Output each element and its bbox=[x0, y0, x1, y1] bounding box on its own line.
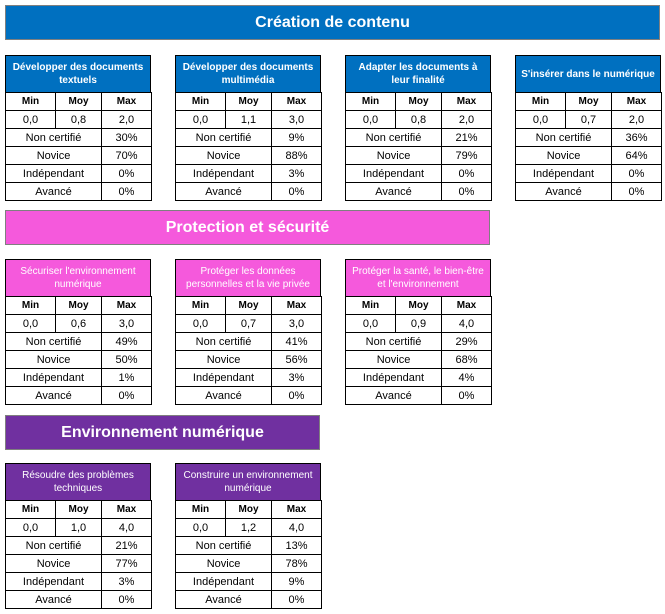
table-row bbox=[6, 333, 152, 351]
min-header: Min bbox=[6, 93, 56, 111]
table-row bbox=[176, 591, 322, 609]
row-label: Novice bbox=[176, 555, 272, 573]
percent-value: 0% bbox=[442, 183, 492, 201]
table-row bbox=[346, 369, 492, 387]
row-label: Non certifié bbox=[176, 537, 272, 555]
row-label: Non certifié bbox=[346, 333, 442, 351]
row-label: Non certifié bbox=[176, 333, 272, 351]
competence-card bbox=[515, 55, 661, 201]
stats-table bbox=[5, 92, 152, 201]
competence-card bbox=[345, 55, 491, 201]
table-row bbox=[6, 165, 152, 183]
row-label: Non certifié bbox=[6, 333, 102, 351]
values-row bbox=[176, 315, 322, 333]
competence-card bbox=[345, 259, 491, 405]
moy-header: Moy bbox=[56, 93, 102, 111]
row-label: Avancé bbox=[176, 183, 272, 201]
percent-value: 0% bbox=[102, 165, 152, 183]
max-header: Max bbox=[272, 297, 322, 315]
table-row bbox=[176, 183, 322, 201]
percent-value: 0% bbox=[442, 165, 492, 183]
row-label: Indépendant bbox=[346, 165, 442, 183]
table-row bbox=[176, 555, 322, 573]
min-value: 0,0 bbox=[176, 315, 226, 333]
percent-value: 0% bbox=[272, 183, 322, 201]
row-label: Non certifié bbox=[516, 129, 612, 147]
percent-value: 1% bbox=[102, 369, 152, 387]
table-row bbox=[6, 555, 152, 573]
section-title: Environnement numérique bbox=[61, 423, 264, 441]
max-header: Max bbox=[272, 93, 322, 111]
table-row bbox=[516, 165, 662, 183]
row-label: Novice bbox=[6, 351, 102, 369]
percent-value: 77% bbox=[102, 555, 152, 573]
card-title: Protéger les données personnelles et la vie privée bbox=[175, 259, 321, 296]
table-row bbox=[6, 147, 152, 165]
stats-table bbox=[5, 296, 152, 405]
percent-value: 4% bbox=[442, 369, 492, 387]
percent-value: 3% bbox=[102, 573, 152, 591]
row-label: Non certifié bbox=[176, 129, 272, 147]
min-value: 0,0 bbox=[6, 519, 56, 537]
table-row bbox=[516, 129, 662, 147]
moy-header: Moy bbox=[226, 93, 272, 111]
row-label: Indépendant bbox=[176, 573, 272, 591]
row-label: Indépendant bbox=[516, 165, 612, 183]
max-header: Max bbox=[102, 297, 152, 315]
min-value: 0,0 bbox=[346, 111, 396, 129]
percent-value: 78% bbox=[272, 555, 322, 573]
row-label: Novice bbox=[176, 147, 272, 165]
row-label: Indépendant bbox=[6, 573, 102, 591]
table-row bbox=[176, 537, 322, 555]
stats-table bbox=[175, 296, 322, 405]
row-label: Novice bbox=[6, 147, 102, 165]
competence-card bbox=[175, 55, 321, 201]
stats-table bbox=[175, 500, 322, 609]
row-label: Avancé bbox=[176, 591, 272, 609]
values-row bbox=[6, 315, 152, 333]
moy-value: 0,7 bbox=[226, 315, 272, 333]
table-row bbox=[6, 573, 152, 591]
min-header: Min bbox=[516, 93, 566, 111]
moy-value: 0,8 bbox=[396, 111, 442, 129]
percent-value: 0% bbox=[102, 387, 152, 405]
table-row bbox=[176, 165, 322, 183]
row-label: Novice bbox=[6, 555, 102, 573]
max-value: 4,0 bbox=[272, 519, 322, 537]
table-row bbox=[176, 369, 322, 387]
card-title: Construire un environnement numérique bbox=[175, 463, 321, 500]
values-row bbox=[6, 519, 152, 537]
table-row bbox=[6, 351, 152, 369]
percent-value: 68% bbox=[442, 351, 492, 369]
max-header: Max bbox=[612, 93, 662, 111]
table-row bbox=[6, 537, 152, 555]
percent-value: 21% bbox=[102, 537, 152, 555]
section-banner-creation bbox=[5, 5, 660, 40]
moy-header: Moy bbox=[226, 501, 272, 519]
moy-value: 1,1 bbox=[226, 111, 272, 129]
header-row bbox=[346, 297, 492, 315]
percent-value: 30% bbox=[102, 129, 152, 147]
row-label: Avancé bbox=[176, 387, 272, 405]
table-row bbox=[176, 387, 322, 405]
header-row bbox=[346, 93, 492, 111]
row-label: Avancé bbox=[6, 591, 102, 609]
section-title: Création de contenu bbox=[255, 13, 410, 31]
card-title: Adapter les documents à leur finalité bbox=[345, 55, 491, 92]
row-label: Novice bbox=[346, 351, 442, 369]
moy-header: Moy bbox=[226, 297, 272, 315]
table-row bbox=[516, 183, 662, 201]
percent-value: 0% bbox=[442, 387, 492, 405]
max-header: Max bbox=[442, 297, 492, 315]
table-row bbox=[346, 147, 492, 165]
percent-value: 0% bbox=[102, 591, 152, 609]
header-row bbox=[176, 297, 322, 315]
percent-value: 70% bbox=[102, 147, 152, 165]
stats-table bbox=[345, 92, 492, 201]
competence-card bbox=[175, 259, 321, 405]
stats-table bbox=[175, 92, 322, 201]
row-label: Indépendant bbox=[6, 369, 102, 387]
max-value: 2,0 bbox=[102, 111, 152, 129]
values-row bbox=[176, 111, 322, 129]
percent-value: 0% bbox=[612, 165, 662, 183]
moy-value: 0,9 bbox=[396, 315, 442, 333]
moy-value: 0,6 bbox=[56, 315, 102, 333]
percent-value: 9% bbox=[272, 129, 322, 147]
row-label: Non certifié bbox=[6, 537, 102, 555]
row-label: Indépendant bbox=[176, 369, 272, 387]
max-value: 2,0 bbox=[442, 111, 492, 129]
table-row bbox=[346, 129, 492, 147]
values-row bbox=[346, 111, 492, 129]
row-label: Non certifié bbox=[6, 129, 102, 147]
max-header: Max bbox=[102, 93, 152, 111]
percent-value: 49% bbox=[102, 333, 152, 351]
max-header: Max bbox=[102, 501, 152, 519]
moy-value: 0,8 bbox=[56, 111, 102, 129]
values-row bbox=[6, 111, 152, 129]
table-row bbox=[346, 165, 492, 183]
table-row bbox=[176, 147, 322, 165]
table-row bbox=[6, 591, 152, 609]
row-label: Avancé bbox=[516, 183, 612, 201]
card-title: Sécuriser l'environnement numérique bbox=[5, 259, 151, 296]
table-row bbox=[346, 333, 492, 351]
header-row bbox=[6, 93, 152, 111]
min-header: Min bbox=[6, 297, 56, 315]
percent-value: 13% bbox=[272, 537, 322, 555]
moy-value: 1,2 bbox=[226, 519, 272, 537]
row-label: Indépendant bbox=[176, 165, 272, 183]
moy-header: Moy bbox=[396, 93, 442, 111]
min-value: 0,0 bbox=[6, 111, 56, 129]
max-value: 3,0 bbox=[272, 111, 322, 129]
min-header: Min bbox=[346, 297, 396, 315]
competence-card bbox=[175, 463, 321, 609]
card-title: Développer des documents textuels bbox=[5, 55, 151, 92]
max-value: 3,0 bbox=[102, 315, 152, 333]
table-row bbox=[6, 129, 152, 147]
moy-header: Moy bbox=[566, 93, 612, 111]
percent-value: 50% bbox=[102, 351, 152, 369]
max-value: 4,0 bbox=[442, 315, 492, 333]
values-row bbox=[516, 111, 662, 129]
percent-value: 88% bbox=[272, 147, 322, 165]
percent-value: 0% bbox=[102, 183, 152, 201]
table-row bbox=[6, 183, 152, 201]
percent-value: 41% bbox=[272, 333, 322, 351]
values-row bbox=[176, 519, 322, 537]
table-row bbox=[6, 369, 152, 387]
max-value: 4,0 bbox=[102, 519, 152, 537]
row-label: Non certifié bbox=[346, 129, 442, 147]
min-value: 0,0 bbox=[176, 111, 226, 129]
moy-header: Moy bbox=[56, 297, 102, 315]
row-label: Novice bbox=[516, 147, 612, 165]
percent-value: 29% bbox=[442, 333, 492, 351]
section-banner-environnement bbox=[5, 415, 320, 450]
percent-value: 79% bbox=[442, 147, 492, 165]
header-row bbox=[176, 501, 322, 519]
row-label: Novice bbox=[346, 147, 442, 165]
table-row bbox=[176, 573, 322, 591]
stats-table bbox=[345, 296, 492, 405]
card-title: Résoudre des problèmes techniques bbox=[5, 463, 151, 500]
min-header: Min bbox=[176, 501, 226, 519]
percent-value: 3% bbox=[272, 165, 322, 183]
min-header: Min bbox=[6, 501, 56, 519]
header-row bbox=[516, 93, 662, 111]
min-value: 0,0 bbox=[346, 315, 396, 333]
percent-value: 64% bbox=[612, 147, 662, 165]
stats-table bbox=[515, 92, 662, 201]
row-label: Novice bbox=[176, 351, 272, 369]
percent-value: 56% bbox=[272, 351, 322, 369]
moy-value: 1,0 bbox=[56, 519, 102, 537]
min-value: 0,0 bbox=[176, 519, 226, 537]
table-row bbox=[6, 387, 152, 405]
percent-value: 0% bbox=[272, 387, 322, 405]
row-label: Avancé bbox=[6, 183, 102, 201]
percent-value: 9% bbox=[272, 573, 322, 591]
max-header: Max bbox=[272, 501, 322, 519]
moy-value: 0,7 bbox=[566, 111, 612, 129]
percent-value: 36% bbox=[612, 129, 662, 147]
card-title: Protéger la santé, le bien-être et l'environnement bbox=[345, 259, 491, 296]
table-row bbox=[176, 129, 322, 147]
min-value: 0,0 bbox=[6, 315, 56, 333]
stats-table bbox=[5, 500, 152, 609]
max-value: 3,0 bbox=[272, 315, 322, 333]
min-header: Min bbox=[176, 93, 226, 111]
section-title: Protection et sécurité bbox=[165, 218, 330, 236]
moy-header: Moy bbox=[56, 501, 102, 519]
row-label: Indépendant bbox=[346, 369, 442, 387]
header-row bbox=[176, 93, 322, 111]
competence-card bbox=[5, 55, 151, 201]
min-header: Min bbox=[346, 93, 396, 111]
table-row bbox=[516, 147, 662, 165]
min-header: Min bbox=[176, 297, 226, 315]
max-header: Max bbox=[442, 93, 492, 111]
card-title: S'insérer dans le numérique bbox=[515, 55, 661, 92]
row-label: Indépendant bbox=[6, 165, 102, 183]
values-row bbox=[346, 315, 492, 333]
table-row bbox=[346, 387, 492, 405]
table-row bbox=[346, 351, 492, 369]
section-banner-protection bbox=[5, 210, 490, 245]
table-row bbox=[346, 183, 492, 201]
moy-header: Moy bbox=[396, 297, 442, 315]
row-label: Avancé bbox=[346, 387, 442, 405]
table-row bbox=[176, 333, 322, 351]
table-row bbox=[176, 351, 322, 369]
percent-value: 0% bbox=[272, 591, 322, 609]
percent-value: 0% bbox=[612, 183, 662, 201]
card-title: Développer des documents multimédia bbox=[175, 55, 321, 92]
percent-value: 21% bbox=[442, 129, 492, 147]
percent-value: 3% bbox=[272, 369, 322, 387]
competence-card bbox=[5, 259, 151, 405]
header-row bbox=[6, 297, 152, 315]
max-value: 2,0 bbox=[612, 111, 662, 129]
min-value: 0,0 bbox=[516, 111, 566, 129]
row-label: Avancé bbox=[6, 387, 102, 405]
row-label: Avancé bbox=[346, 183, 442, 201]
competence-card bbox=[5, 463, 151, 609]
header-row bbox=[6, 501, 152, 519]
